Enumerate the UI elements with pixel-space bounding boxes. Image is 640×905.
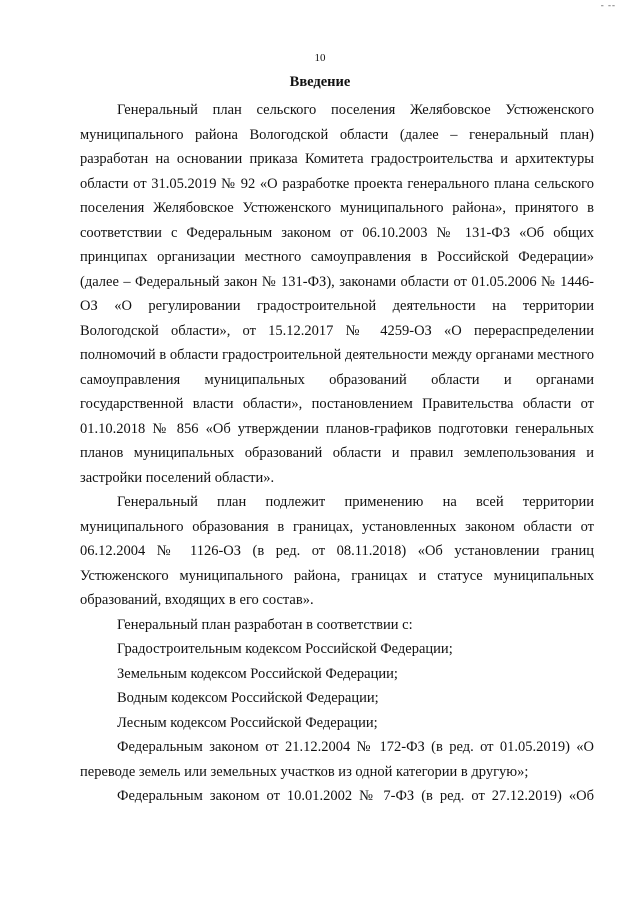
list-item: Федеральным законом от 10.01.2002 № 7-ФЗ (в ред. от 27.12.2019) «Об bbox=[117, 788, 594, 804]
list-item: Федеральным законом от 21.12.2004 № 172-ФЗ (в ред. от 01.05.2019) «О переводе земель или земельных участков из одной категории в другую»; bbox=[80, 739, 594, 780]
page-number: 10 bbox=[314, 52, 326, 64]
list-item: Градостроительным кодексом Российской Федерации; bbox=[117, 641, 453, 657]
paragraph-scope: Генеральный план подлежит применению на всей территории муниципального образования в границах, установленных законом области от 06.12.2004 № 1126-ОЗ (в ред. от 08.11.2018) «Об установлении границ Устюженского муниципального района, границах и статусе муниципальных образований, входящих в его состав». bbox=[80, 494, 594, 608]
paragraph-basis: Генеральный план разработан в соответствии с: bbox=[117, 616, 413, 633]
list-item: Лесным кодексом Российской Федерации; bbox=[117, 714, 378, 731]
list-item: Водным кодексом Российской Федерации; bbox=[117, 690, 379, 706]
corner-mark: - -- bbox=[600, 0, 616, 10]
document-body bbox=[80, 98, 594, 809]
section-title: Введение bbox=[289, 74, 351, 90]
paragraph-intro: Генеральный план сельского поселения Желябовское Устюженского муниципального района Вологодской области (далее – генеральный план) разработан на основании приказа Комитета градостроительства и архитектуры области от 31.05.2019 № 92 «О разработке проекта генерального плана сельского поселения Желябовское Устюженского муниципального района», принятого в соответствии с Федеральным законом от 06.10.2003 № 131-ФЗ «Об общих принципах организации местного самоуправления в Российской Федерации» (далее – Федеральный закон № 131-ФЗ), законами области от 01.05.2006 № 1446-ОЗ «О регулировании градостроительной деятельности на территории Вологодской области», от 15.12.2017 № 4259-ОЗ «О перераспределении полномочий в области градостроительной деятельности между органами местного самоуправления муниципальных образований области и органами государственной власти области», постановлением Правительства области от 01.10.2018 № 856 «Об утверждении планов-графиков подготовки генеральных планов муниципальных образований области и правил землепользования и застройки поселений области». bbox=[80, 102, 594, 486]
list-item: Земельным кодексом Российской Федерации; bbox=[117, 665, 398, 682]
